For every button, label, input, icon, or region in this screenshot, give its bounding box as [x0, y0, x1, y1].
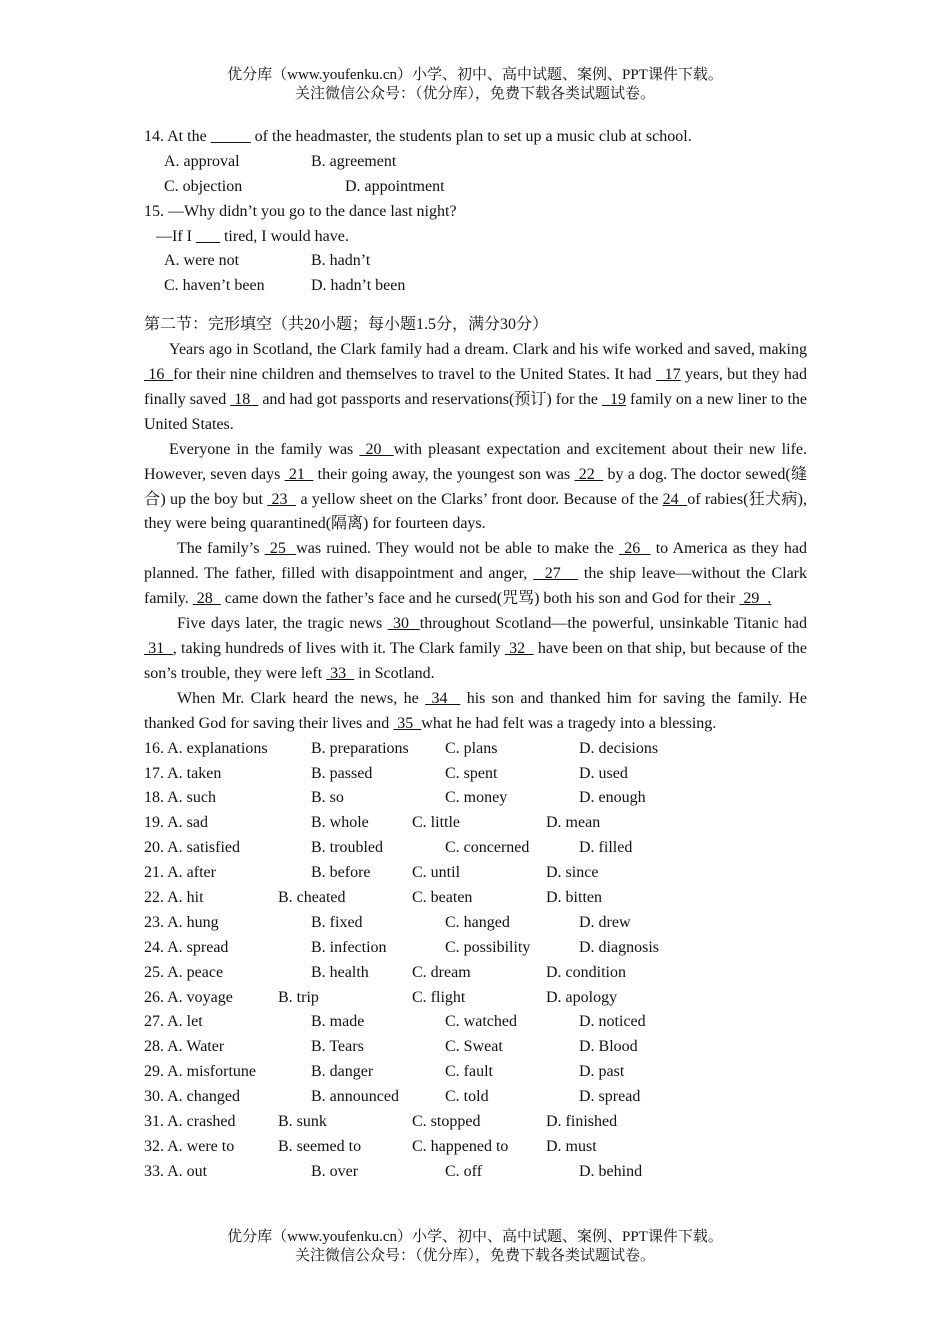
option-b: B. infection	[311, 938, 387, 956]
paragraph-1: Years ago in Scotland, the Clark family had a dream. Clark and his wife worked and saved, making 16 for their nine children and themselves to travel to the United States. It had 17 years, but they had finally saved 18 and had got passports and reservations(预订) for the 19 family on a new liner to the United States.	[144, 341, 808, 433]
option-d: D. decisions	[579, 739, 659, 757]
question-row	[144, 1110, 807, 1135]
blank-14: _____	[210, 128, 251, 145]
option-b: B. whole	[311, 814, 369, 832]
option-c: C. possibility	[445, 938, 531, 956]
option-d: D. past	[579, 1063, 625, 1081]
option-c: C. stopped	[412, 1112, 481, 1130]
q15-options-cd	[144, 274, 807, 299]
paragraph-2: Everyone in the family was 20 with pleasant expectation and excitement about their new life. However, seven days 21 their going away, the youngest son was 22 by a dog. The doctor sewed(缝合) up the boy but 23 a yellow sheet on the Clarks’ front door. Because of the 24 of rabies(狂犬病), they were being quarantined(隔离) for fourteen days.	[144, 440, 807, 533]
option-d: D. must	[546, 1137, 597, 1155]
option-c: C. Sweat	[445, 1038, 503, 1056]
paragraph-3: The family’s 25 was ruined. They would not be able to make the 26 to America as they had planned. The father, filled with disappointment and anger, 27 the ship leave—without the Clark family. 28 came down the father’s face and he cursed(咒骂) both his son and God for their 29 .	[144, 540, 808, 608]
option-a: 26. A. voyage	[144, 988, 233, 1006]
option-b: B. troubled	[311, 839, 383, 857]
option-d: D. enough	[579, 789, 646, 807]
option-b: B. before	[311, 864, 371, 882]
question-row	[144, 961, 807, 986]
option-c: C. concerned	[445, 839, 530, 857]
exam-content	[144, 125, 807, 1185]
option-b: B. health	[311, 963, 369, 981]
option-b: B. preparations	[311, 739, 409, 757]
option-a: 21. A. after	[144, 864, 216, 882]
option-c: C. plans	[445, 739, 498, 757]
question-14: 14. At the _____ of the headmaster, the students plan to set up a music club at school.	[144, 128, 692, 145]
option-a: 24. A. spread	[144, 938, 229, 956]
question-15: 15. —Why didn’t you go to the dance last night?	[144, 202, 457, 220]
option-a: 27. A. let	[144, 1013, 203, 1031]
question-row	[144, 861, 807, 886]
option-b: B. Tears	[311, 1038, 364, 1056]
option-a: 22. A. hit	[144, 888, 204, 906]
section-title: 第二节：完形填空（共20小题；每小题1.5分，满分30分）	[144, 316, 549, 334]
option-c: C. spent	[445, 764, 498, 782]
option-b: B. danger	[311, 1063, 374, 1081]
option-d: D. used	[579, 764, 628, 782]
option-c: C. little	[412, 814, 460, 832]
blank-15	[196, 228, 220, 245]
q14-options-ab	[144, 150, 807, 175]
option-c: C. flight	[412, 988, 466, 1006]
option-a: 18. A. such	[144, 789, 216, 807]
option-a: 23. A. hung	[144, 913, 219, 931]
option-c: C. beaten	[412, 888, 473, 906]
q14-options-cd	[144, 175, 807, 200]
question-row	[144, 1010, 807, 1035]
option-d: D. finished	[546, 1112, 618, 1130]
header-line-2: 关注微信公众号：（优分库），免费下载各类试题试卷。	[294, 86, 655, 102]
option-a: 29. A. misfortune	[144, 1063, 256, 1081]
option-c: C. money	[445, 789, 508, 807]
paragraph-5: When Mr. Clark heard the news, he 34 his son and thanked him for saving the family. He thanked God for saving their lives and 35 what he had felt was a tragedy into a blessing.	[144, 689, 808, 732]
question-row	[144, 1085, 807, 1110]
option-d: D. spread	[579, 1088, 641, 1106]
option-b: B. announced	[311, 1088, 399, 1106]
q15-option-b: B. hadn’t	[311, 252, 371, 270]
option-d: D. condition	[546, 963, 626, 981]
option-d: D. bitten	[546, 888, 602, 906]
q15-option-a: A. were not	[164, 252, 240, 270]
q14-option-a: A. approval	[164, 152, 240, 170]
option-c: C. dream	[412, 963, 471, 981]
option-d: D. drew	[579, 913, 631, 931]
option-a: 33. A. out	[144, 1162, 208, 1180]
option-a: 17. A. taken	[144, 764, 222, 782]
q14-option-c: C. objection	[164, 177, 243, 195]
option-a: 31. A. crashed	[144, 1112, 236, 1130]
option-b: B. so	[311, 789, 344, 807]
option-c: C. until	[412, 864, 461, 882]
question-row	[144, 1160, 807, 1185]
question-row	[144, 737, 807, 762]
option-d: D. apology	[546, 988, 618, 1006]
question-row	[144, 911, 807, 936]
option-b: B. passed	[311, 764, 373, 782]
option-a: 28. A. Water	[144, 1038, 225, 1056]
option-d: D. mean	[546, 814, 601, 832]
option-a: 19. A. sad	[144, 814, 208, 832]
option-c: C. fault	[445, 1063, 493, 1081]
option-d: D. noticed	[579, 1013, 646, 1031]
question-row	[144, 1135, 807, 1160]
option-c: C. watched	[445, 1013, 517, 1031]
question-row	[144, 811, 807, 836]
cloze-question-list	[144, 737, 807, 1185]
footer-line-2: 关注微信公众号：（优分库），免费下载各类试题试卷。	[294, 1248, 655, 1264]
option-b: B. sunk	[278, 1112, 327, 1130]
question-row	[144, 1060, 807, 1085]
q14-option-d: D. appointment	[345, 177, 445, 195]
option-b: B. made	[311, 1013, 365, 1031]
paragraph-4: Five days later, the tragic news 30 throughout Scotland—the powerful, unsinkable Titanic had 31 , taking hundreds of lives with it. The Clark family 32 have been on that ship, but because of the son’s trouble, they were left 33 in Scotland.	[144, 615, 808, 682]
cloze-passage	[144, 338, 807, 737]
option-d: D. since	[546, 864, 599, 882]
option-c: C. hanged	[445, 913, 510, 931]
option-c: C. happened to	[412, 1137, 509, 1155]
footer-line-1: 优分库（www.youfenku.cn）小学、初中、高中试题、案例、PPT课件下载。	[227, 1229, 723, 1245]
option-a: 32. A. were to	[144, 1137, 235, 1155]
question-15-reply: —If I tired, I would have.	[156, 227, 349, 245]
page-footer	[0, 1228, 950, 1266]
option-a: 20. A. satisfied	[144, 839, 240, 857]
q15-option-d: D. hadn’t been	[311, 277, 406, 295]
option-c: C. off	[445, 1162, 483, 1180]
option-b: B. trip	[278, 988, 319, 1006]
question-row	[144, 836, 807, 861]
option-d: D. filled	[579, 839, 633, 857]
question-row	[144, 936, 807, 961]
option-b: B. cheated	[278, 888, 346, 906]
page-header	[0, 66, 950, 104]
q15-options-ab	[144, 249, 807, 274]
question-row	[144, 886, 807, 911]
question-row	[144, 986, 807, 1011]
question-row	[144, 1035, 807, 1060]
option-a: 30. A. changed	[144, 1088, 240, 1106]
question-row	[144, 762, 807, 787]
question-row	[144, 786, 807, 811]
option-a: 16. A. explanations	[144, 739, 268, 757]
header-line-1: 优分库（www.youfenku.cn）小学、初中、高中试题、案例、PPT课件下载。	[227, 67, 723, 83]
option-b: B. seemed to	[278, 1137, 362, 1155]
option-c: C. told	[445, 1088, 489, 1106]
option-a: 25. A. peace	[144, 963, 224, 981]
option-d: D. Blood	[579, 1038, 638, 1056]
option-d: D. diagnosis	[579, 938, 659, 956]
option-d: D. behind	[579, 1162, 643, 1180]
option-b: B. fixed	[311, 913, 363, 931]
q15-option-c: C. haven’t been	[164, 277, 265, 295]
q14-option-b: B. agreement	[311, 152, 397, 170]
option-b: B. over	[311, 1162, 359, 1180]
